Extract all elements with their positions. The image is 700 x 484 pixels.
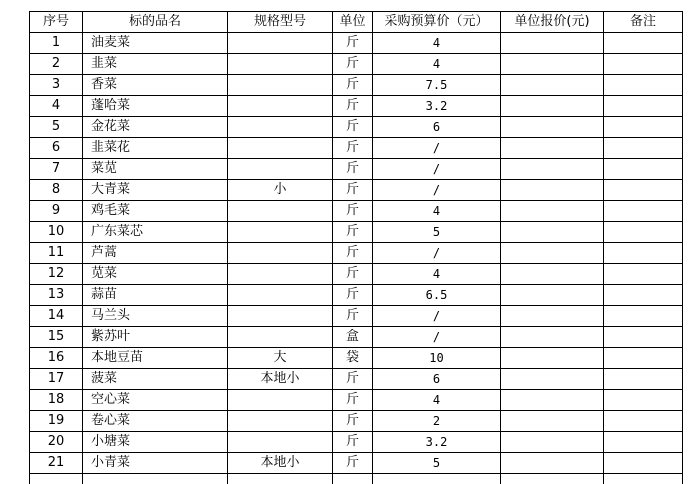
table-row [30, 327, 683, 348]
cell-note[interactable] [604, 285, 683, 306]
cell-name: 本地豆苗 [83, 348, 228, 369]
header-note: 备注 [604, 12, 683, 33]
table-row [30, 453, 683, 474]
table-row [30, 54, 683, 75]
table-row [30, 411, 683, 432]
cell-no: 6 [30, 138, 83, 159]
cell-spec [228, 75, 333, 96]
table-row [30, 117, 683, 138]
cell-budget-price: 6.5 [373, 285, 501, 306]
cell-name: 鸡毛菜 [83, 201, 228, 222]
cell-budget-price: 4 [373, 390, 501, 411]
table-row [30, 369, 683, 390]
cell-no: 15 [30, 327, 83, 348]
cell-unit: 斤 [333, 306, 373, 327]
cell-name: 菜苋 [83, 159, 228, 180]
cell-quote[interactable] [501, 96, 604, 117]
cell-quote[interactable] [501, 159, 604, 180]
cell-note[interactable] [604, 327, 683, 348]
cell-unit: 斤 [333, 453, 373, 474]
cell-quote[interactable] [501, 54, 604, 75]
cell-name: 香菜 [83, 75, 228, 96]
cell-quote[interactable] [501, 369, 604, 390]
cell-note[interactable] [604, 264, 683, 285]
table-row [30, 96, 683, 117]
cell-name [83, 474, 228, 484]
cell-note[interactable] [604, 33, 683, 54]
cell-no: 13 [30, 285, 83, 306]
cell-spec [228, 96, 333, 117]
table-row [30, 285, 683, 306]
cell-note[interactable] [604, 411, 683, 432]
cell-quote[interactable] [501, 453, 604, 474]
cell-budget-price: 6 [373, 117, 501, 138]
cell-name: 马兰头 [83, 306, 228, 327]
cell-note[interactable] [604, 159, 683, 180]
cell-quote[interactable] [501, 264, 604, 285]
cell-budget-price [373, 474, 501, 484]
header-name: 标的品名 [83, 12, 228, 33]
cell-unit: 斤 [333, 243, 373, 264]
cell-budget-price: 2 [373, 411, 501, 432]
cell-quote[interactable] [501, 390, 604, 411]
cell-spec [228, 327, 333, 348]
table-row [30, 306, 683, 327]
cell-quote[interactable] [501, 222, 604, 243]
cell-no: 20 [30, 432, 83, 453]
cell-unit: 斤 [333, 201, 373, 222]
cell-name: 蓬哈菜 [83, 96, 228, 117]
cell-note [604, 474, 683, 484]
cell-budget-price: 4 [373, 33, 501, 54]
procurement-table [29, 11, 683, 484]
cell-no: 17 [30, 369, 83, 390]
cell-quote[interactable] [501, 306, 604, 327]
cell-unit: 斤 [333, 432, 373, 453]
cell-budget-price: / [373, 327, 501, 348]
cell-no [30, 474, 83, 484]
cell-name: 紫苏叶 [83, 327, 228, 348]
cell-unit [333, 474, 373, 484]
table-row [30, 348, 683, 369]
cell-unit: 斤 [333, 75, 373, 96]
cell-unit: 袋 [333, 348, 373, 369]
cell-note[interactable] [604, 348, 683, 369]
cell-name: 卷心菜 [83, 411, 228, 432]
cell-budget-price: 4 [373, 264, 501, 285]
cell-name: 油麦菜 [83, 33, 228, 54]
table-row [30, 138, 683, 159]
cell-spec: 本地小 [228, 453, 333, 474]
cell-quote[interactable] [501, 432, 604, 453]
cell-unit: 斤 [333, 411, 373, 432]
cell-spec [228, 222, 333, 243]
cell-unit: 斤 [333, 390, 373, 411]
cell-quote[interactable] [501, 33, 604, 54]
cell-spec: 小 [228, 180, 333, 201]
cell-unit: 盒 [333, 327, 373, 348]
cell-no: 1 [30, 33, 83, 54]
cell-quote[interactable] [501, 201, 604, 222]
cell-spec: 本地小 [228, 369, 333, 390]
cell-budget-price: 4 [373, 54, 501, 75]
cell-unit: 斤 [333, 159, 373, 180]
cell-no: 7 [30, 159, 83, 180]
cell-spec [228, 306, 333, 327]
cell-unit: 斤 [333, 222, 373, 243]
header-quote: 单位报价(元) [501, 12, 604, 33]
cell-no: 19 [30, 411, 83, 432]
cell-spec [228, 474, 333, 484]
cell-no: 4 [30, 96, 83, 117]
cell-no: 8 [30, 180, 83, 201]
table-row [30, 33, 683, 54]
cell-unit: 斤 [333, 138, 373, 159]
cell-quote[interactable] [501, 285, 604, 306]
cell-no: 9 [30, 201, 83, 222]
cell-unit: 斤 [333, 33, 373, 54]
cell-note[interactable] [604, 75, 683, 96]
cell-quote[interactable] [501, 75, 604, 96]
cell-budget-price: 5 [373, 222, 501, 243]
cell-spec [228, 159, 333, 180]
cell-budget-price: / [373, 138, 501, 159]
table-row [30, 201, 683, 222]
cell-note[interactable] [604, 201, 683, 222]
cell-no: 2 [30, 54, 83, 75]
cell-unit: 斤 [333, 54, 373, 75]
header-spec: 规格型号 [228, 12, 333, 33]
cell-budget-price: 5 [373, 453, 501, 474]
header-row [30, 12, 683, 33]
cell-note[interactable] [604, 180, 683, 201]
cell-unit: 斤 [333, 180, 373, 201]
cell-spec [228, 432, 333, 453]
cell-spec: 大 [228, 348, 333, 369]
cell-spec [228, 285, 333, 306]
cell-name: 小塘菜 [83, 432, 228, 453]
cell-name: 大青菜 [83, 180, 228, 201]
cell-unit: 斤 [333, 96, 373, 117]
cell-spec [228, 138, 333, 159]
cell-spec [228, 264, 333, 285]
cell-note[interactable] [604, 138, 683, 159]
cell-quote[interactable] [501, 411, 604, 432]
cell-spec [228, 54, 333, 75]
cell-unit: 斤 [333, 285, 373, 306]
cell-quote[interactable] [501, 348, 604, 369]
cell-note[interactable] [604, 369, 683, 390]
cell-name: 韭菜 [83, 54, 228, 75]
cell-unit: 斤 [333, 264, 373, 285]
cell-no: 5 [30, 117, 83, 138]
cell-name: 广东菜芯 [83, 222, 228, 243]
cell-note[interactable] [604, 453, 683, 474]
cell-budget-price: 7.5 [373, 75, 501, 96]
cell-budget-price: 6 [373, 369, 501, 390]
header-price: 采购预算价（元） [373, 12, 501, 33]
table-row [30, 390, 683, 411]
cell-budget-price: 4 [373, 201, 501, 222]
cell-budget-price: 3.2 [373, 96, 501, 117]
cell-note[interactable] [604, 243, 683, 264]
cell-budget-price: / [373, 306, 501, 327]
cell-no: 11 [30, 243, 83, 264]
cell-spec [228, 33, 333, 54]
cell-note[interactable] [604, 306, 683, 327]
cell-spec [228, 201, 333, 222]
table-row [30, 264, 683, 285]
cell-name: 韭菜花 [83, 138, 228, 159]
cell-budget-price: / [373, 159, 501, 180]
cell-budget-price: 10 [373, 348, 501, 369]
cell-name: 金花菜 [83, 117, 228, 138]
cell-no: 16 [30, 348, 83, 369]
cell-name: 菠菜 [83, 369, 228, 390]
cell-name: 蒜苗 [83, 285, 228, 306]
header-no: 序号 [30, 12, 83, 33]
cell-no: 14 [30, 306, 83, 327]
cell-name: 小青菜 [83, 453, 228, 474]
cell-unit: 斤 [333, 369, 373, 390]
cell-budget-price: 3.2 [373, 432, 501, 453]
cell-no: 10 [30, 222, 83, 243]
cell-quote[interactable] [501, 138, 604, 159]
cell-quote[interactable] [501, 117, 604, 138]
cell-no: 3 [30, 75, 83, 96]
cell-budget-price: / [373, 180, 501, 201]
cell-name: 苋菜 [83, 264, 228, 285]
table-row [30, 180, 683, 201]
header-unit: 单位 [333, 12, 373, 33]
cell-quote[interactable] [501, 243, 604, 264]
table-row [30, 159, 683, 180]
cell-spec [228, 117, 333, 138]
cell-quote[interactable] [501, 327, 604, 348]
cell-no: 12 [30, 264, 83, 285]
cell-note[interactable] [604, 96, 683, 117]
table-row [30, 432, 683, 453]
table-row [30, 222, 683, 243]
cell-note[interactable] [604, 390, 683, 411]
table-row [30, 243, 683, 264]
cell-budget-price: / [373, 243, 501, 264]
cell-quote[interactable] [501, 180, 604, 201]
cell-spec [228, 390, 333, 411]
cell-name: 空心菜 [83, 390, 228, 411]
cell-unit: 斤 [333, 117, 373, 138]
cell-note[interactable] [604, 117, 683, 138]
cell-note[interactable] [604, 222, 683, 243]
cell-note[interactable] [604, 432, 683, 453]
table-row [30, 75, 683, 96]
cell-name: 芦蒿 [83, 243, 228, 264]
cell-no: 18 [30, 390, 83, 411]
table-row-partial [30, 474, 683, 484]
cell-spec [228, 243, 333, 264]
cell-note[interactable] [604, 54, 683, 75]
cell-no: 21 [30, 453, 83, 474]
cell-quote [501, 474, 604, 484]
cell-spec [228, 411, 333, 432]
